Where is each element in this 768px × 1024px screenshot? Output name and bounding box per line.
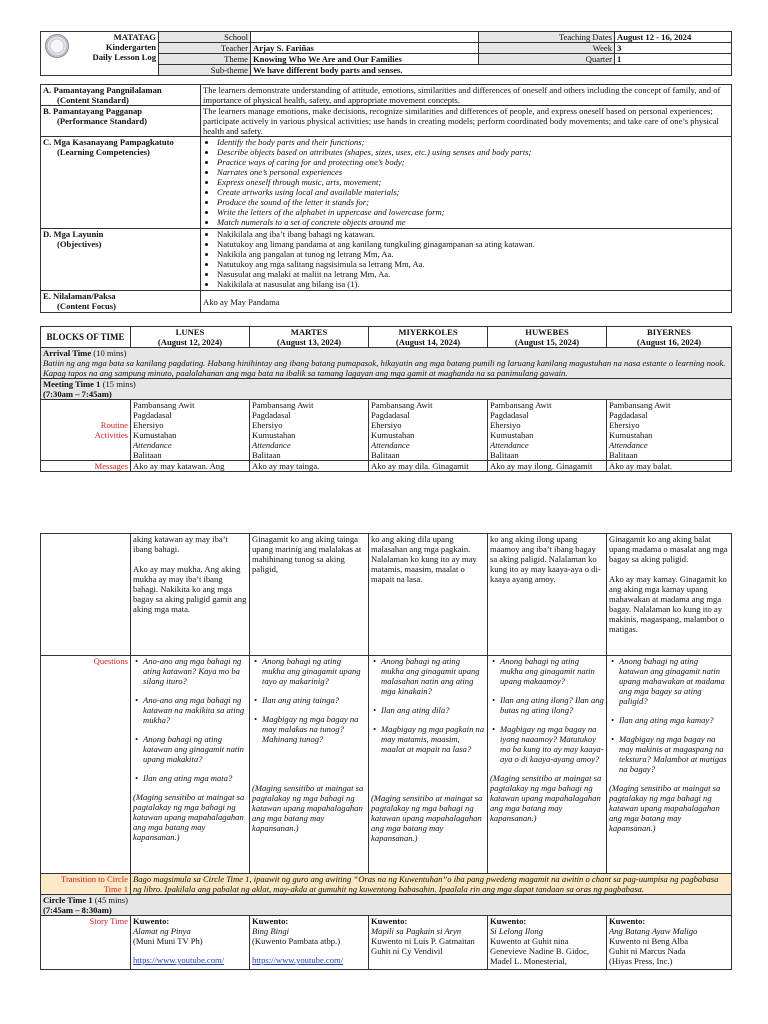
message-cont-miyerkoles: ko ang aking dila upang malasahan ang mga pagkain. Nalalaman ko kung ito ay may matamis, maasim, maalat o mapait na lasa. <box>369 534 488 656</box>
story-video-link[interactable]: https://www.youtube.com/ <box>133 955 225 965</box>
story-biyernes: Kuwento: Ang Batang Ayaw Maligo Kuwento ni Beng Alba Guhit ni Marcus Nada (Hiyas Press, Inc.) <box>607 916 732 970</box>
day-header-huwebes: HUWEBES (August 15, 2024) <box>488 327 607 348</box>
list-item: • Produce the sound of the letter it stands for; <box>217 197 729 207</box>
routine-list-biyernes: Pambansang Awit Pagdadasal Ehersiyo Kumustahan Attendance Balitaan <box>607 400 732 461</box>
message-cont-biyernes: Ginagamit ko ang aking balat upang madama o masalat ang mga bagay sa aking paligid. Ako ay may kamay. Ginagamit ko ang aking mga kamay upang mahawakan at madama ang mga bagay. Nalalaman ko kung ito ay makinis, magaspang, malambot o matigas. <box>607 534 732 656</box>
day-header-biyernes: BIYERNES (August 16, 2024) <box>607 327 732 348</box>
theme-label: Theme <box>159 54 251 65</box>
content-standard-label: A. Pamantayang Pangnilalaman (Content Standard) <box>41 85 201 106</box>
day-header-lunes: LUNES (August 12, 2024) <box>131 327 250 348</box>
questions-biyernes <box>607 656 732 874</box>
competencies-list <box>201 137 732 229</box>
questions-label: Questions <box>41 656 131 874</box>
list-item: • Natutukoy ang limang pandama at ang kanilang tungkuling ginagampanan sa ating katawan. <box>217 239 729 249</box>
message-lunes: Ako ay may katawan. Ang <box>131 461 250 472</box>
list-item: • Ano-ano ang mga bahagi ng ating katawan? Kaya mo ba silang ituro? <box>141 656 247 686</box>
arrival-time-block: Arrival Time (10 mins) Batiin ng ang mga bata sa kanilang pagdating. Habang hinihintay ang ibang batang pumapasok, hikayatin ang mga batang pumili ng laruang kanilang magustuhan na nasa estante o learning nook. Kapag tapos na ang sampung minuto, paalalahanan ang mga bata na ibalik sa tamang lagayan ang mga gamit at maghanda na sa panimulang gawain. <box>41 348 732 379</box>
school-value <box>251 32 479 43</box>
questions-lunes <box>131 656 250 874</box>
teaching-dates-label: Teaching Dates <box>479 32 615 43</box>
message-miyerkoles: Ako ay may dila. Ginagamit <box>369 461 488 472</box>
blocks-of-time-header: BLOCKS OF TIME <box>41 327 131 348</box>
message-cont-martes: Ginagamit ko ang aking tainga upang marinig ang malalakas at mahihinang tunog sa aking paligid, <box>250 534 369 656</box>
list-item: • Magbigay ng mga bagay na iyong naaamoy? Matutukoy mo ba kung ito ay may kaaya-aya o di kaaya-ayang amoy? <box>498 724 604 764</box>
content-focus-text: Ako ay May Pandama <box>201 291 732 313</box>
message-huwebes: Ako ay may ilong. Ginagamit <box>488 461 607 472</box>
list-item: • Ilan ang ating ilong? Ilan ang butas ng ating ilong? <box>498 695 604 715</box>
competencies-label: C. Mga Kasanayang Pampagkatuto (Learning Competencies) <box>41 137 201 229</box>
list-item: • Natutukoy ang mga salitang nagsisimula sa letrang Mm, Aa. <box>217 259 729 269</box>
day-header-martes: MARTES (August 13, 2024) <box>250 327 369 348</box>
questions-miyerkoles <box>369 656 488 874</box>
list-item: • Magbigay ng mga bagay na may makinis at magaspang na tekstura? Malambot at matigas na bagay? <box>617 734 729 774</box>
quarter-label: Quarter <box>479 54 615 65</box>
message-martes: Ako ay may tainga. <box>250 461 369 472</box>
transition-text: Bago magsimula sa Circle Time 1, ipaawit ng guro ang awiting “Oras na ng Kuwentuhan”o iba pang pwedeng magamit na awitin o chant sa pag-uumpisa ng pagbabasa ng libro. Ipakilala ang pabalat ng aklat, may-akda at gumuhit ng kuwentong babasahin. Ipaalala rin ang mga dapat tandaan sa oras ng pagbabasa. <box>131 874 732 895</box>
title-dll: Daily Lesson Log <box>92 52 156 62</box>
routine-list-lunes: Pambansang Awit Pagdadasal Ehersiyo Kumustahan Attendance Balitaan <box>131 400 250 461</box>
story-title: Si Lelong Ilong <box>490 926 543 936</box>
list-item: • Anong bahagi ng ating katawan ang ginagamit natin upang makakita? <box>141 734 247 764</box>
performance-standard-label: B. Pamantayang Pagganap (Performance Standard) <box>41 106 201 137</box>
messages-continued-label <box>41 534 131 656</box>
list-item: • Ilan ang ating dila? <box>379 705 485 715</box>
list-item: • Narrates one’s personal experiences <box>217 167 729 177</box>
subtheme-label: Sub-theme <box>159 65 251 76</box>
theme-value: Knowing Who We Are and Our Families <box>251 54 479 65</box>
list-item: • Magbigay ng mga pagkain na may matamis, maasim, maalat at mapait na lasa? <box>379 724 485 754</box>
routine-list-huwebes: Pambansang Awit Pagdadasal Ehersiyo Kumustahan Attendance Balitaan <box>488 400 607 461</box>
list-item: • Ilan ang ating tainga? <box>260 695 366 705</box>
content-standard-text: The learners demonstrate understanding of attitude, emotions, similarities and differences of oneself and others including the concept of family, and of importance of physical health, safety, and appropriate movement concepts. <box>201 85 732 106</box>
story-miyerkoles: Kuwento: Mapili sa Pagkain si Aryn Kuwento ni Luis P. Gatmaitan Guhit ni Cy Vendivil <box>369 916 488 970</box>
list-item: • Ilan ang ating mga kamay? <box>617 715 729 725</box>
story-title: Mapili sa Pagkain si Aryn <box>371 926 462 936</box>
sensitivity-note: (Maging sensitibo at maingat sa pagtalakay ng mga bahagi ng katawan upang mapahalagahan ang mga batang may kapansanan.) <box>490 773 602 823</box>
schedule-table <box>40 326 732 472</box>
story-huwebes: Kuwento: Si Lelong Ilong Kuwento at Guhit nina Genevieve Nadine B. Gidoc, Madel L. Monesterial, <box>488 916 607 970</box>
routine-activities-label: Routine Activities <box>41 400 131 461</box>
routine-list-martes: Pambansang Awit Pagdadasal Ehersiyo Kumustahan Attendance Balitaan <box>250 400 369 461</box>
list-item: • Nasusulat ang malaki at maliit na letrang Mm, Aa. <box>217 269 729 279</box>
list-item: • Practice ways of caring for and protecting one’s body; <box>217 157 729 167</box>
meeting-time-1-header: Meeting Time 1 (15 mins) (7:30am – 7:45am) <box>41 379 732 400</box>
sensitivity-note: (Maging sensitibo at maingat sa pagtalakay ng mga bahagi ng katawan upang mapahalagahan ang mga batang may kapansanan.) <box>371 793 483 843</box>
story-title: Ang Batang Ayaw Maligo <box>609 926 698 936</box>
message-cont-lunes: aking katawan ay may iba’t ibang bahagi. Ako ay may mukha. Ang aking mukha ay may iba’t ibang bahagi. Nakikita ko ang mga bagay sa aking paligid gamit ang aking mga mata. <box>131 534 250 656</box>
circle-time-1-header: Circle Time 1 (45 mins) (7:45am – 8:30am) <box>41 895 732 916</box>
list-item: • Anong bahagi ng ating mukha ang ginagamit natin upang makaamoy? <box>498 656 604 686</box>
list-item: • Nakikilala at nasusulat ang bilang isa (1). <box>217 279 729 289</box>
story-martes: Kuwento: Bing Bingi (Kuwento Pambata atbp.) https://www.youtube.com/ <box>250 916 369 970</box>
message-biyernes: Ako ay may balat. <box>607 461 732 472</box>
teacher-value: Arjay S. Fariñas <box>251 43 479 54</box>
schedule-table-continued <box>40 533 732 970</box>
story-lunes: Kuwento: Alamat ng Pinya (Muni Muni TV Ph) https://www.youtube.com/ <box>131 916 250 970</box>
objectives-label: D. Mga Layunin (Objectives) <box>41 229 201 291</box>
school-label: School <box>159 32 251 43</box>
story-title: Bing Bingi <box>252 926 289 936</box>
message-cont-huwebes: ko ang aking ilong upang maamoy ang iba’t ibang bagay sa aking paligid. Nalalaman ko kung ito ay may kaaya-aya o di-kaaya ayang amoy. <box>488 534 607 656</box>
subtheme-value: We have different body parts and senses. <box>251 65 732 76</box>
deped-seal-icon <box>45 34 69 58</box>
messages-label: Messages <box>41 461 131 472</box>
list-item: • Match numerals to a set of concrete objects around me <box>217 217 729 227</box>
quarter-value: 1 <box>615 54 732 65</box>
list-item: • Anong bahagi ng ating katawan ang ginagamit natin upang mahawakan at madama ang mga bagay sa ating paligid? <box>617 656 729 706</box>
story-title: Alamat ng Pinya <box>133 926 191 936</box>
standards-table <box>40 84 732 313</box>
teaching-dates-value: August 12 - 16, 2024 <box>615 32 732 43</box>
dll-title-block <box>41 32 159 76</box>
story-time-label: Story Time <box>41 916 131 970</box>
list-item: • Anong bahagi ng ating mukha ang ginagamit upang tayo ay makarinig? <box>260 656 366 686</box>
list-item: • Write the letters of the alphabet in uppercase and lowercase form; <box>217 207 729 217</box>
list-item: • Express oneself through music, arts, movement; <box>217 177 729 187</box>
list-item: • Nakikila ang pangalan at tunog ng letrang Mm, Aa. <box>217 249 729 259</box>
dll-header-table <box>40 31 732 76</box>
arrival-instructions: Batiin ng ang mga bata sa kanilang pagdating. Habang hinihintay ang ibang batang pumapasok, hikayatin ang mga batang pumili ng laruang kanilang magustuhan na nasa estante o learning nook. Kapag tapos na ang sampung minuto, paalalahanan ang mga bata na ibalik sa tamang lagayan ang mga gamit at maghanda na sa panimulang gawain. <box>43 358 726 378</box>
list-item: • Identify the body parts and their functions; <box>217 137 729 147</box>
teacher-label: Teacher <box>159 43 251 54</box>
performance-standard-text: The learners manage emotions, make decisions, recognize similarities and differences of people, and express oneself based on personal experiences; participate actively in various physical activities; use hands in creating models; perform coordinated body movements; and take care of one’s physical health and safety. <box>201 106 732 137</box>
story-video-link[interactable]: https://www.youtube.com/ <box>252 955 344 965</box>
objectives-list <box>201 229 732 291</box>
list-item: • Ilan ang ating mga mata? <box>141 773 247 783</box>
title-kindergarten: Kindergarten <box>105 42 156 52</box>
list-item: • Ano-ano ang mga bahagi ng katawan na makikita sa ating mukha? <box>141 695 247 725</box>
questions-martes <box>250 656 369 874</box>
title-matatag: MATATAG <box>113 32 156 42</box>
week-value: 3 <box>615 43 732 54</box>
content-focus-label: E. Nilalaman/Paksa (Content Focus) <box>41 291 201 313</box>
list-item: • Anong bahagi ng ating mukha ang ginagamit upang malasahan natin ang ating mga kinakain? <box>379 656 485 696</box>
questions-huwebes <box>488 656 607 874</box>
transition-label: Transition to Circle Time 1 <box>41 874 131 895</box>
sensitivity-note: (Maging sensitibo at maingat sa pagtalakay ng mga bahagi ng katawan upang mapahalagahan ang mga batang may kapansanan.) <box>252 783 364 833</box>
week-label: Week <box>479 43 615 54</box>
sensitivity-note: (Maging sensitibo at maingat sa pagtalakay ng mga bahagi ng katawan upang mapahalagahan ang mga batang may kapansanan.) <box>133 792 245 842</box>
list-item: • Create artworks using local and available materials; <box>217 187 729 197</box>
sensitivity-note: (Maging sensitibo at maingat sa pagtalakay ng mga bahagi ng katawan upang mapahalagahan ang mga batang may kapansanan.) <box>609 783 721 833</box>
list-item: • Magbigay ng mga bagay na may malakas na tunog? Mahinang tunog? <box>260 714 366 744</box>
routine-list-miyerkoles: Pambansang Awit Pagdadasal Ehersiyo Kumustahan Attendance Balitaan <box>369 400 488 461</box>
day-header-miyerkoles: MIYERKOLES (August 14, 2024) <box>369 327 488 348</box>
list-item: • Describe objects based on attributes (shapes, sizes, uses, etc.) using senses and body parts; <box>217 147 729 157</box>
list-item: • Nakikilala ang iba’t ibang bahagi ng katawan. <box>217 229 729 239</box>
